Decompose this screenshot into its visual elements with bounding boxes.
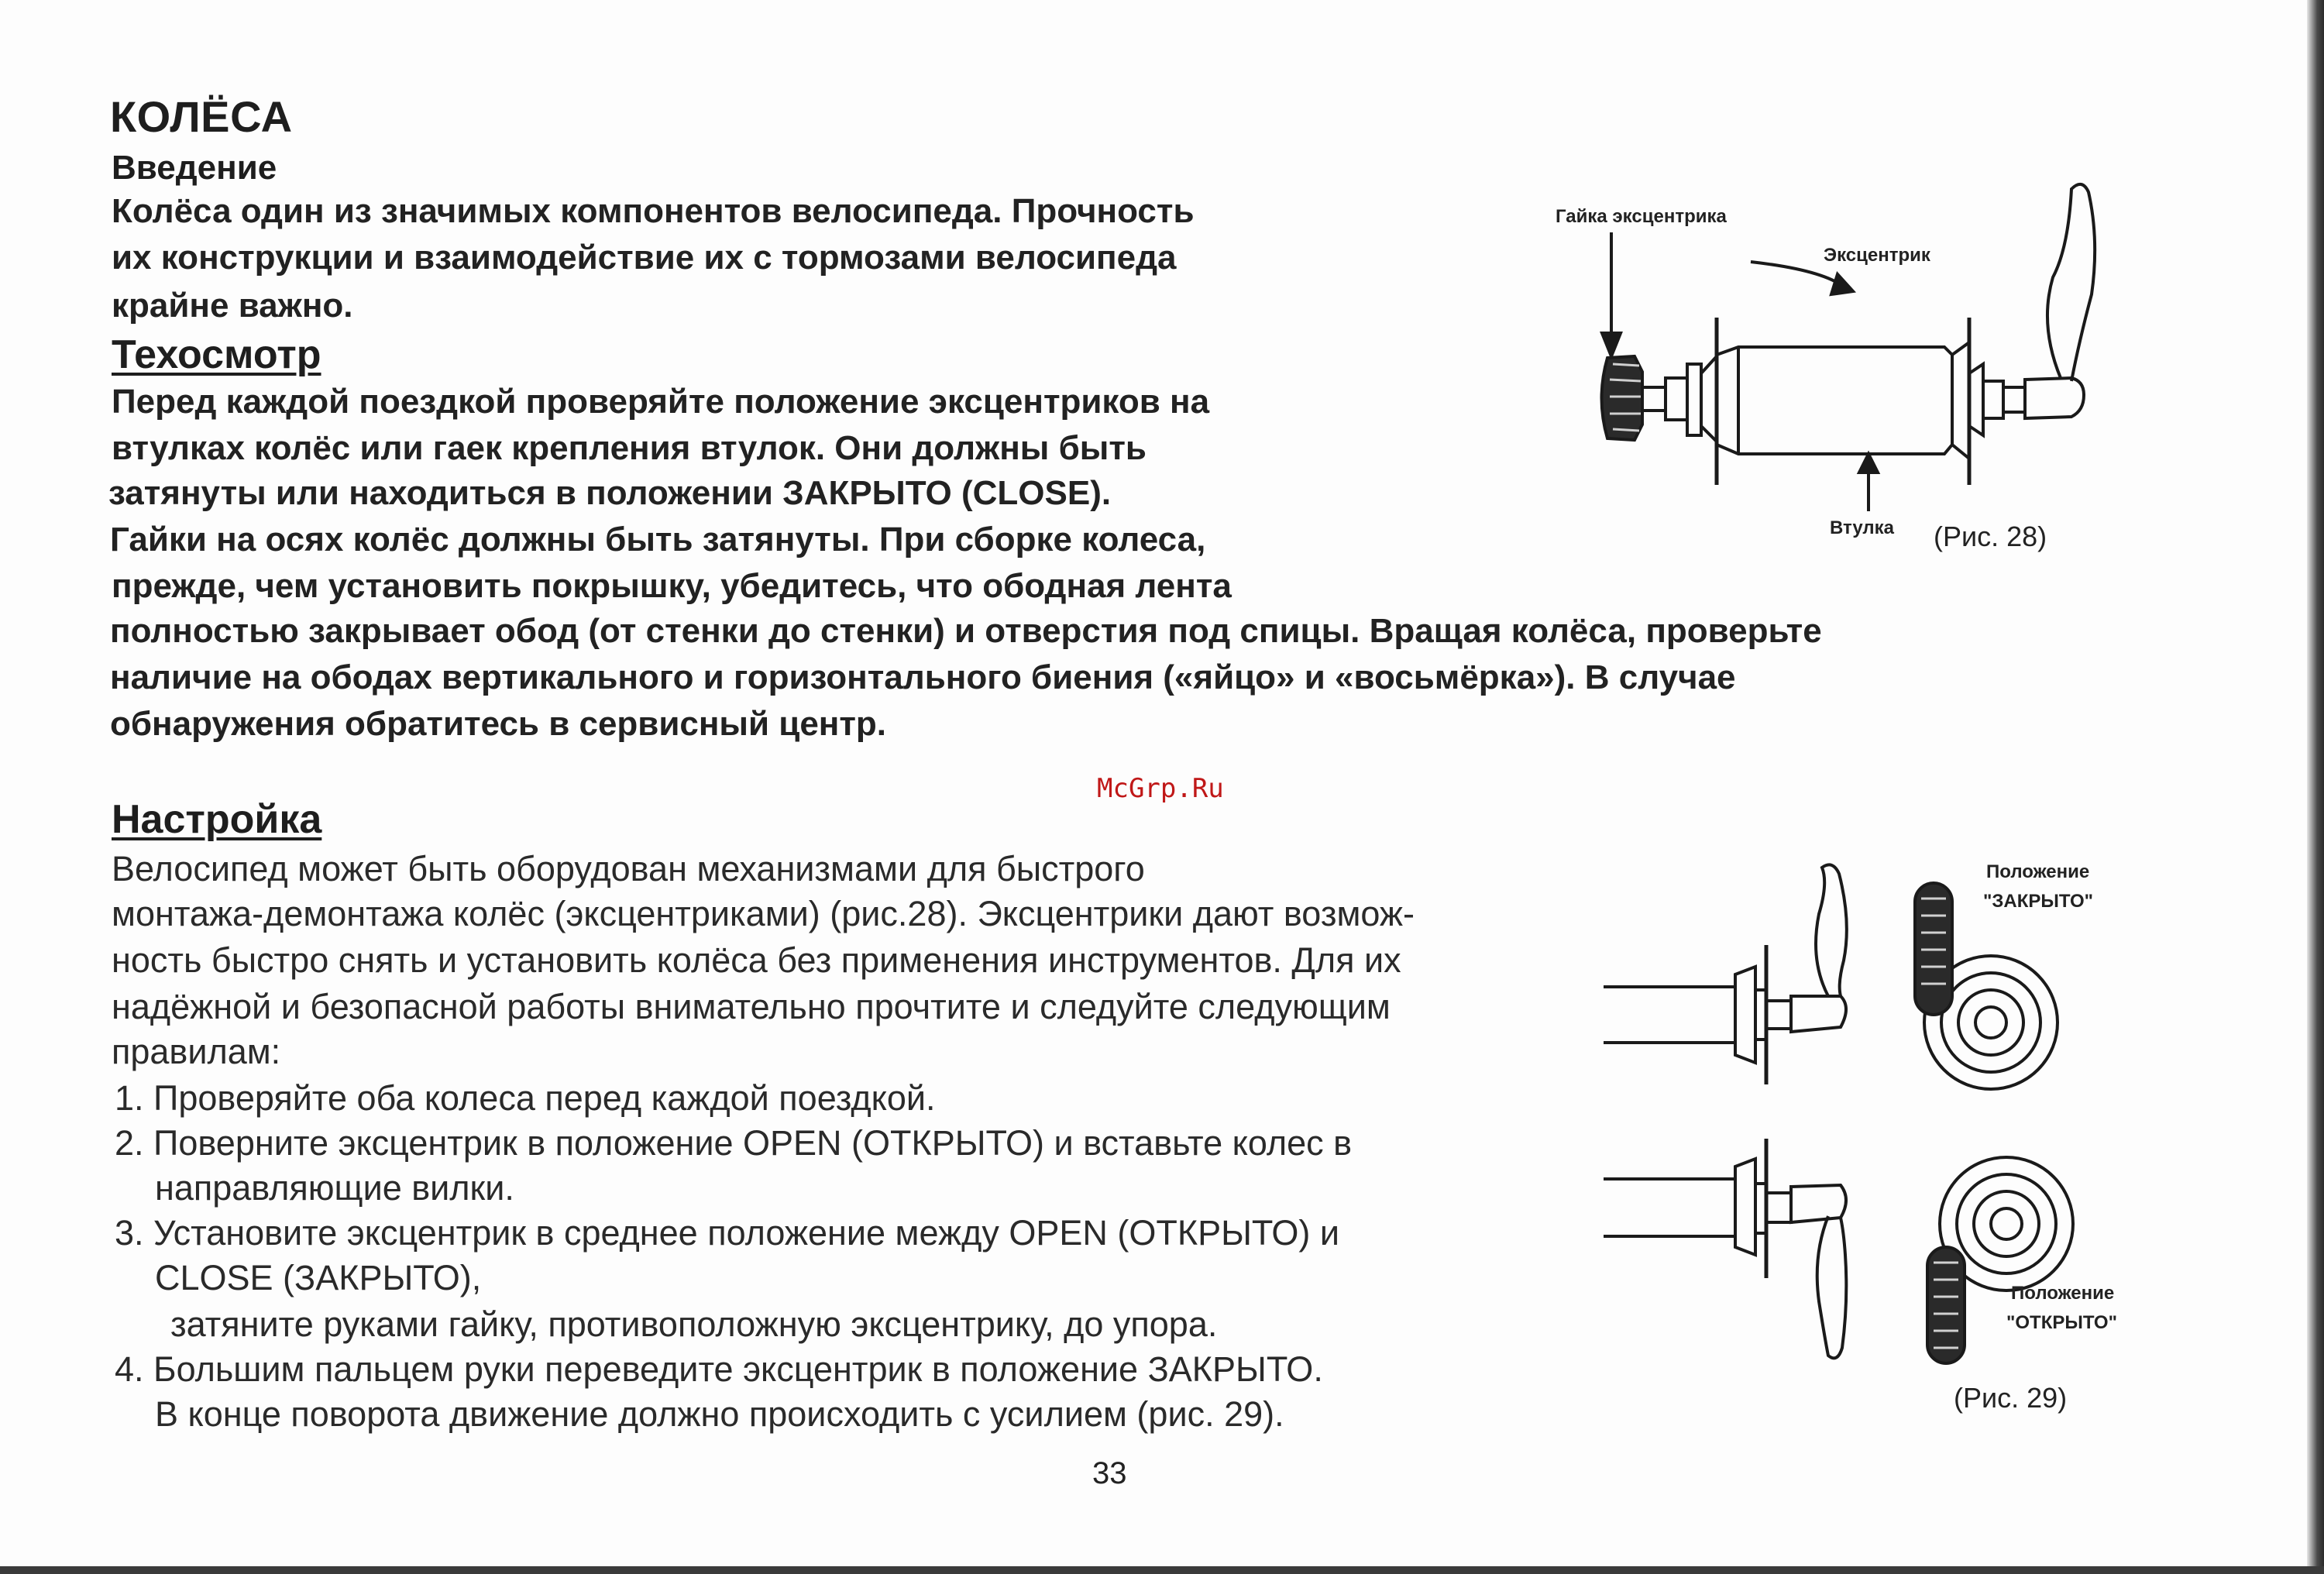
intro-line: Колёса один из значимых компонентов велосипеда. Прочность: [112, 192, 1195, 230]
inspection-line: обнаружения обратитесь в сервисный центр.: [110, 705, 887, 743]
figure-28-label-nut: Гайка эксцентрика: [1556, 206, 1727, 227]
figure-28-caption: (Рис. 28): [1934, 521, 2047, 552]
inspection-heading: Техосмотр: [112, 332, 321, 377]
setup-step: 2. Поверните эксцентрик в положение OPEN (ОТКРЫТО) и вставьте колес в: [115, 1123, 1353, 1163]
setup-step: 3. Установите эксцентрик в среднее положение между OPEN (ОТКРЫТО) и: [115, 1213, 1340, 1253]
setup-step: CLOSE (ЗАКРЫТО),: [155, 1258, 482, 1297]
figure-29-open-label-line1: Положение: [2011, 1283, 2115, 1304]
setup-step: направляющие вилки.: [155, 1168, 514, 1208]
scan-edge-bottom: [0, 1566, 2324, 1574]
intro-line: крайне важно.: [112, 287, 353, 325]
inspection-line: Перед каждой поездкой проверяйте положение эксцентриков на: [112, 383, 1210, 421]
setup-line: Велосипед может быть оборудован механизмами для быстрого: [112, 849, 1145, 888]
setup-step: затяните руками гайку, противоположную эксцентрику, до упора.: [170, 1304, 1218, 1344]
intro-heading: Введение: [112, 149, 277, 187]
figure-28-label-hub: Втулка: [1830, 517, 1895, 538]
setup-step: В конце поворота движение должно происходить с усилием (рис. 29).: [155, 1394, 1284, 1434]
figure-29-caption: (Рис. 29): [1954, 1382, 2068, 1414]
inspection-line: затянуты или находиться в положении ЗАКРЫТО (CLOSE).: [108, 474, 1112, 512]
watermark: McGrp.Ru: [1097, 773, 1224, 804]
setup-step: 1. Проверяйте оба колеса перед каждой поездкой.: [115, 1078, 936, 1118]
inspection-line: втулках колёс или гаек крепления втулок. Они должны быть: [112, 429, 1147, 467]
setup-line: ность быстро снять и установить колёса без применения инструментов. Для их: [112, 940, 1401, 980]
inspection-line: прежде, чем установить покрышку, убедитесь, что ободная лента: [112, 567, 1232, 605]
figure-28-label-lever: Эксцентрик: [1824, 245, 1930, 266]
inspection-line: полностью закрывает обод (от стенки до стенки) и отверстия под спицы. Вращая колёса, проверьте: [110, 612, 1822, 650]
page-number: 33: [1092, 1456, 1127, 1490]
setup-line: правилам:: [112, 1032, 281, 1071]
figure-29-open-label-line2: "ОТКРЫТО": [2006, 1312, 2117, 1333]
scan-edge-right: [2307, 0, 2324, 1574]
inspection-line: наличие на ободах вертикального и горизонтального биения («яйцо» и «восьмёрка»). В случае: [110, 658, 1736, 696]
setup-line: монтажа-демонтажа колёс (эксцентриками) (рис.28). Эксцентрики дают возмож-: [112, 894, 1415, 933]
setup-step: 4. Большим пальцем руки переведите эксцентрик в положение ЗАКРЫТО.: [115, 1349, 1323, 1389]
setup-line: надёжной и безопасной работы внимательно прочтите и следуйте следующим: [112, 987, 1391, 1026]
intro-line: их конструкции и взаимодействие их с тормозами велосипеда: [112, 239, 1177, 277]
section-title: КОЛЁСА: [110, 92, 293, 141]
inspection-line: Гайки на осях колёс должны быть затянуты. При сборке колеса,: [110, 521, 1206, 558]
figure-29-closed-label-line2: "ЗАКРЫТО": [1983, 891, 2094, 912]
setup-heading: Настройка: [112, 797, 322, 842]
figure-29-closed-label-line1: Положение: [1986, 861, 2090, 882]
